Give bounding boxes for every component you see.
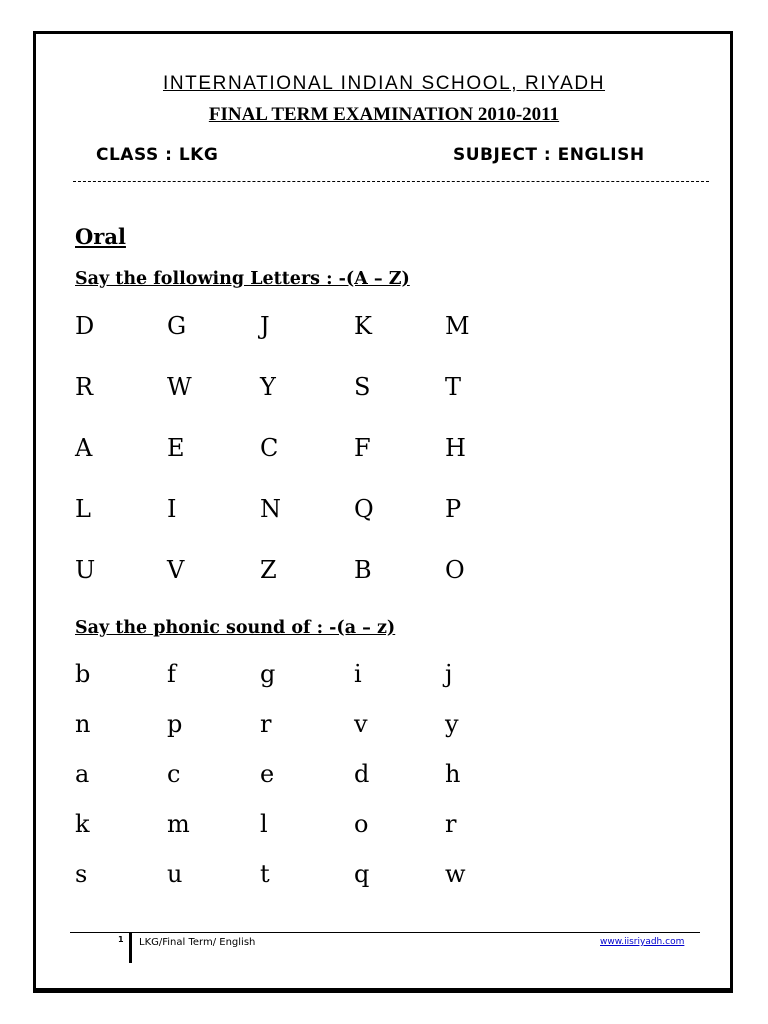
phonics-row (75, 660, 575, 700)
dashed-divider (73, 181, 709, 182)
letter-cell: M (445, 312, 470, 340)
letter-cell: P (445, 495, 462, 523)
phonic-cell: j (445, 660, 453, 688)
letter-cell: E (167, 434, 185, 462)
letter-cell: B (354, 556, 372, 584)
letter-cell: V (167, 556, 185, 584)
letter-cell: J (260, 312, 270, 340)
phonic-cell: w (445, 860, 466, 888)
class-label: CLASS : LKG (96, 145, 219, 165)
letters-heading: Say the following Letters : -(A – Z) (75, 269, 410, 289)
phonic-cell: i (354, 660, 362, 688)
phonics-row (75, 760, 575, 800)
phonic-cell: q (354, 860, 370, 888)
phonic-heading: Say the phonic sound of : -(a – z) (75, 618, 396, 638)
phonic-cell: r (445, 810, 457, 838)
phonic-cell: f (167, 660, 176, 688)
phonic-cell: c (167, 760, 181, 788)
phonic-cell: d (354, 760, 370, 788)
letter-cell: W (167, 373, 192, 401)
letter-cell: Q (354, 495, 374, 523)
phonic-cell: e (260, 760, 275, 788)
letters-row (75, 556, 575, 596)
letters-row (75, 312, 575, 352)
letters-row (75, 434, 575, 474)
phonic-cell: l (260, 810, 268, 838)
phonic-cell: y (445, 710, 459, 738)
phonic-cell: n (75, 710, 91, 738)
phonics-row (75, 710, 575, 750)
phonic-cell: s (75, 860, 88, 888)
letters-row (75, 373, 575, 413)
phonic-cell: p (167, 710, 183, 738)
phonics-row (75, 810, 575, 850)
letter-cell: S (354, 373, 371, 401)
letter-cell: F (354, 434, 371, 462)
letter-cell: N (260, 495, 281, 523)
letter-cell: U (75, 556, 96, 584)
phonic-cell: o (354, 810, 369, 838)
letter-cell: C (260, 434, 279, 462)
letter-cell: Z (260, 556, 277, 584)
phonic-cell: t (260, 860, 270, 888)
phonic-cell: v (354, 710, 368, 738)
letter-cell: I (167, 495, 177, 523)
phonic-cell: u (167, 860, 183, 888)
phonic-cell: r (260, 710, 272, 738)
letter-cell: D (75, 312, 95, 340)
letter-cell: H (445, 434, 466, 462)
footer-website-link[interactable]: www.iisriyadh.com (600, 937, 685, 947)
school-name: INTERNATIONAL INDIAN SCHOOL, RIYADH (162, 73, 606, 94)
phonic-cell: h (445, 760, 461, 788)
letter-cell: L (75, 495, 91, 523)
letter-cell: K (354, 312, 372, 340)
letter-cell: Y (260, 373, 276, 401)
letters-row (75, 495, 575, 535)
footer-text: LKG/Final Term/ English (139, 937, 256, 948)
phonic-cell: m (167, 810, 190, 838)
footer-vertical-bar (129, 932, 132, 963)
phonic-cell: g (260, 660, 276, 688)
letter-cell: O (445, 556, 465, 584)
letter-cell: A (75, 434, 93, 462)
phonics-row (75, 860, 575, 900)
letter-cell: T (445, 373, 462, 401)
phonic-cell: k (75, 810, 90, 838)
phonic-cell: a (75, 760, 90, 788)
exam-title: FINAL TERM EXAMINATION 2010-2011 (208, 104, 560, 125)
subject-label: SUBJECT : ENGLISH (453, 145, 645, 165)
page-number: 1 (118, 935, 124, 944)
phonic-cell: b (75, 660, 91, 688)
oral-heading: Oral (75, 224, 126, 249)
footer-rule (70, 932, 700, 933)
letter-cell: G (167, 312, 187, 340)
letter-cell: R (75, 373, 94, 401)
